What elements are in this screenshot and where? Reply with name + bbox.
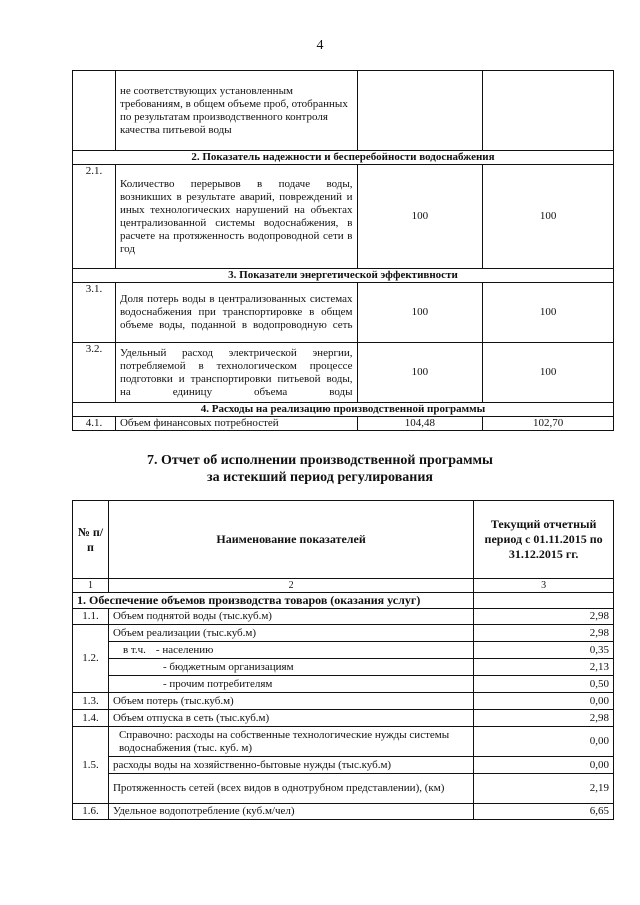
indicators-table [72,70,614,431]
row-text: Количество перерывов в подаче воды, возникших в результате аварий, повреждений и иных технологических нарушений на объектах централизованной системы водоснабжения, в расчете на протяженность водопроводной сети в год [115,165,357,269]
row-number: 1.1. [73,609,109,625]
row-number: 1.3. [73,693,109,710]
row-number: 3.1. [73,283,116,343]
table-row [73,165,614,269]
row-text: Объем потерь (тыс.куб.м) [108,693,473,710]
row-text: не соответствующих установленным требованиям, в общем объеме проб, отобранных по результатам производственного контроля качества питьевой воды [115,71,357,151]
row-text: Протяженность сетей (всех видов в однотрубном представлении), (км) [108,774,473,804]
table-row [73,727,614,757]
row-text: Доля потерь воды в централизованных системах водоснабжения при транспортировке в общем объеме воды, поданной в водопроводную сеть [115,283,357,343]
section-row [73,269,614,283]
col-header-name: Наименование показателей [108,501,473,579]
row-number [73,71,116,151]
index-row [73,579,614,593]
page-number: 4 [316,38,324,53]
row-value: 100 [357,343,483,403]
heading-line-1: 7. Отчет об исполнении производственной программы [146,453,493,468]
table-row [73,676,614,693]
row-value: 102,70 [483,417,614,431]
row-text: Справочно: расходы на собственные технологические нужды системы водоснабжения (тыс. куб. м) [108,727,473,757]
section-heading [0,452,640,486]
row-value: 0,00 [474,757,614,774]
row-value: 2,13 [474,659,614,676]
section-title: 2. Показатель надежности и бесперебойности водоснабжения [73,151,614,165]
row-number: 1.2. [73,625,109,693]
col-header-period: Текущий отчетный период с 01.11.2015 по 31.12.2015 гг. [474,501,614,579]
row-text: Объем финансовых потребностей [115,417,357,431]
heading-line-2: за истекший период регулирования [207,470,433,485]
row-text: Объем отпуска в сеть (тыс.куб.м) [108,710,473,727]
row-number: 1.5. [73,727,109,804]
row-value: 100 [483,283,614,343]
table-row [73,710,614,727]
report-table [72,500,614,820]
row-number: 1.4. [73,710,109,727]
table-row [73,757,614,774]
table-row [73,71,614,151]
table-row [73,804,614,820]
row-value: 100 [357,283,483,343]
row-text: Объем реализации (тыс.куб.м) [108,625,473,642]
row-text: расходы воды на хозяйственно-бытовые нужды (тыс.куб.м) [108,757,473,774]
col-index: 2 [108,579,473,593]
section-title: 4. Расходы на реализацию производственной программы [73,403,614,417]
row-value: 2,98 [474,625,614,642]
row-text: Удельный расход электрической энергии, потребляемой в технологическом процессе подготовки и транспортировки питьевой воды, на единицу объема воды [115,343,357,403]
section-title: 3. Показатели энергетической эффективности [73,269,614,283]
row-text: Объем поднятой воды (тыс.куб.м) [108,609,473,625]
row-value: 6,65 [474,804,614,820]
table-row [73,283,614,343]
col-header-number: № п/п [73,501,109,579]
row-text: - прочим потребителям [108,676,473,693]
header-row [73,501,614,579]
row-value: 0,00 [474,727,614,757]
row-value: 0,35 [474,642,614,659]
row-number: 3.2. [73,343,116,403]
row-value: 2,98 [474,710,614,727]
row-text: - бюджетным организациям [108,659,473,676]
section-title: 1. Обеспечение объемов производства товаров (оказания услуг) [73,593,474,609]
table-row [73,774,614,804]
table-row [73,609,614,625]
section-row [73,593,614,609]
row-prefix: в т.ч. [122,643,146,656]
row-value: 104,48 [357,417,483,431]
row-value: 2,98 [474,609,614,625]
table-row [73,659,614,676]
table-row [73,625,614,642]
row-subtext: - населению [155,643,214,656]
row-value: 100 [357,165,483,269]
row-value: 100 [483,165,614,269]
row-number: 2.1. [73,165,116,269]
row-text [108,642,473,659]
row-value: 2,19 [474,774,614,804]
table-row [73,417,614,431]
row-number: 4.1. [73,417,116,431]
row-value: 0,50 [474,676,614,693]
col-index: 3 [474,579,614,593]
row-text: Удельное водопотребление (куб.м/чел) [108,804,473,820]
row-value: 0,00 [474,693,614,710]
row-value: 100 [483,343,614,403]
table-row [73,343,614,403]
col-index: 1 [73,579,109,593]
table-row [73,642,614,659]
table-row [73,693,614,710]
section-row [73,151,614,165]
row-number: 1.6. [73,804,109,820]
section-row [73,403,614,417]
